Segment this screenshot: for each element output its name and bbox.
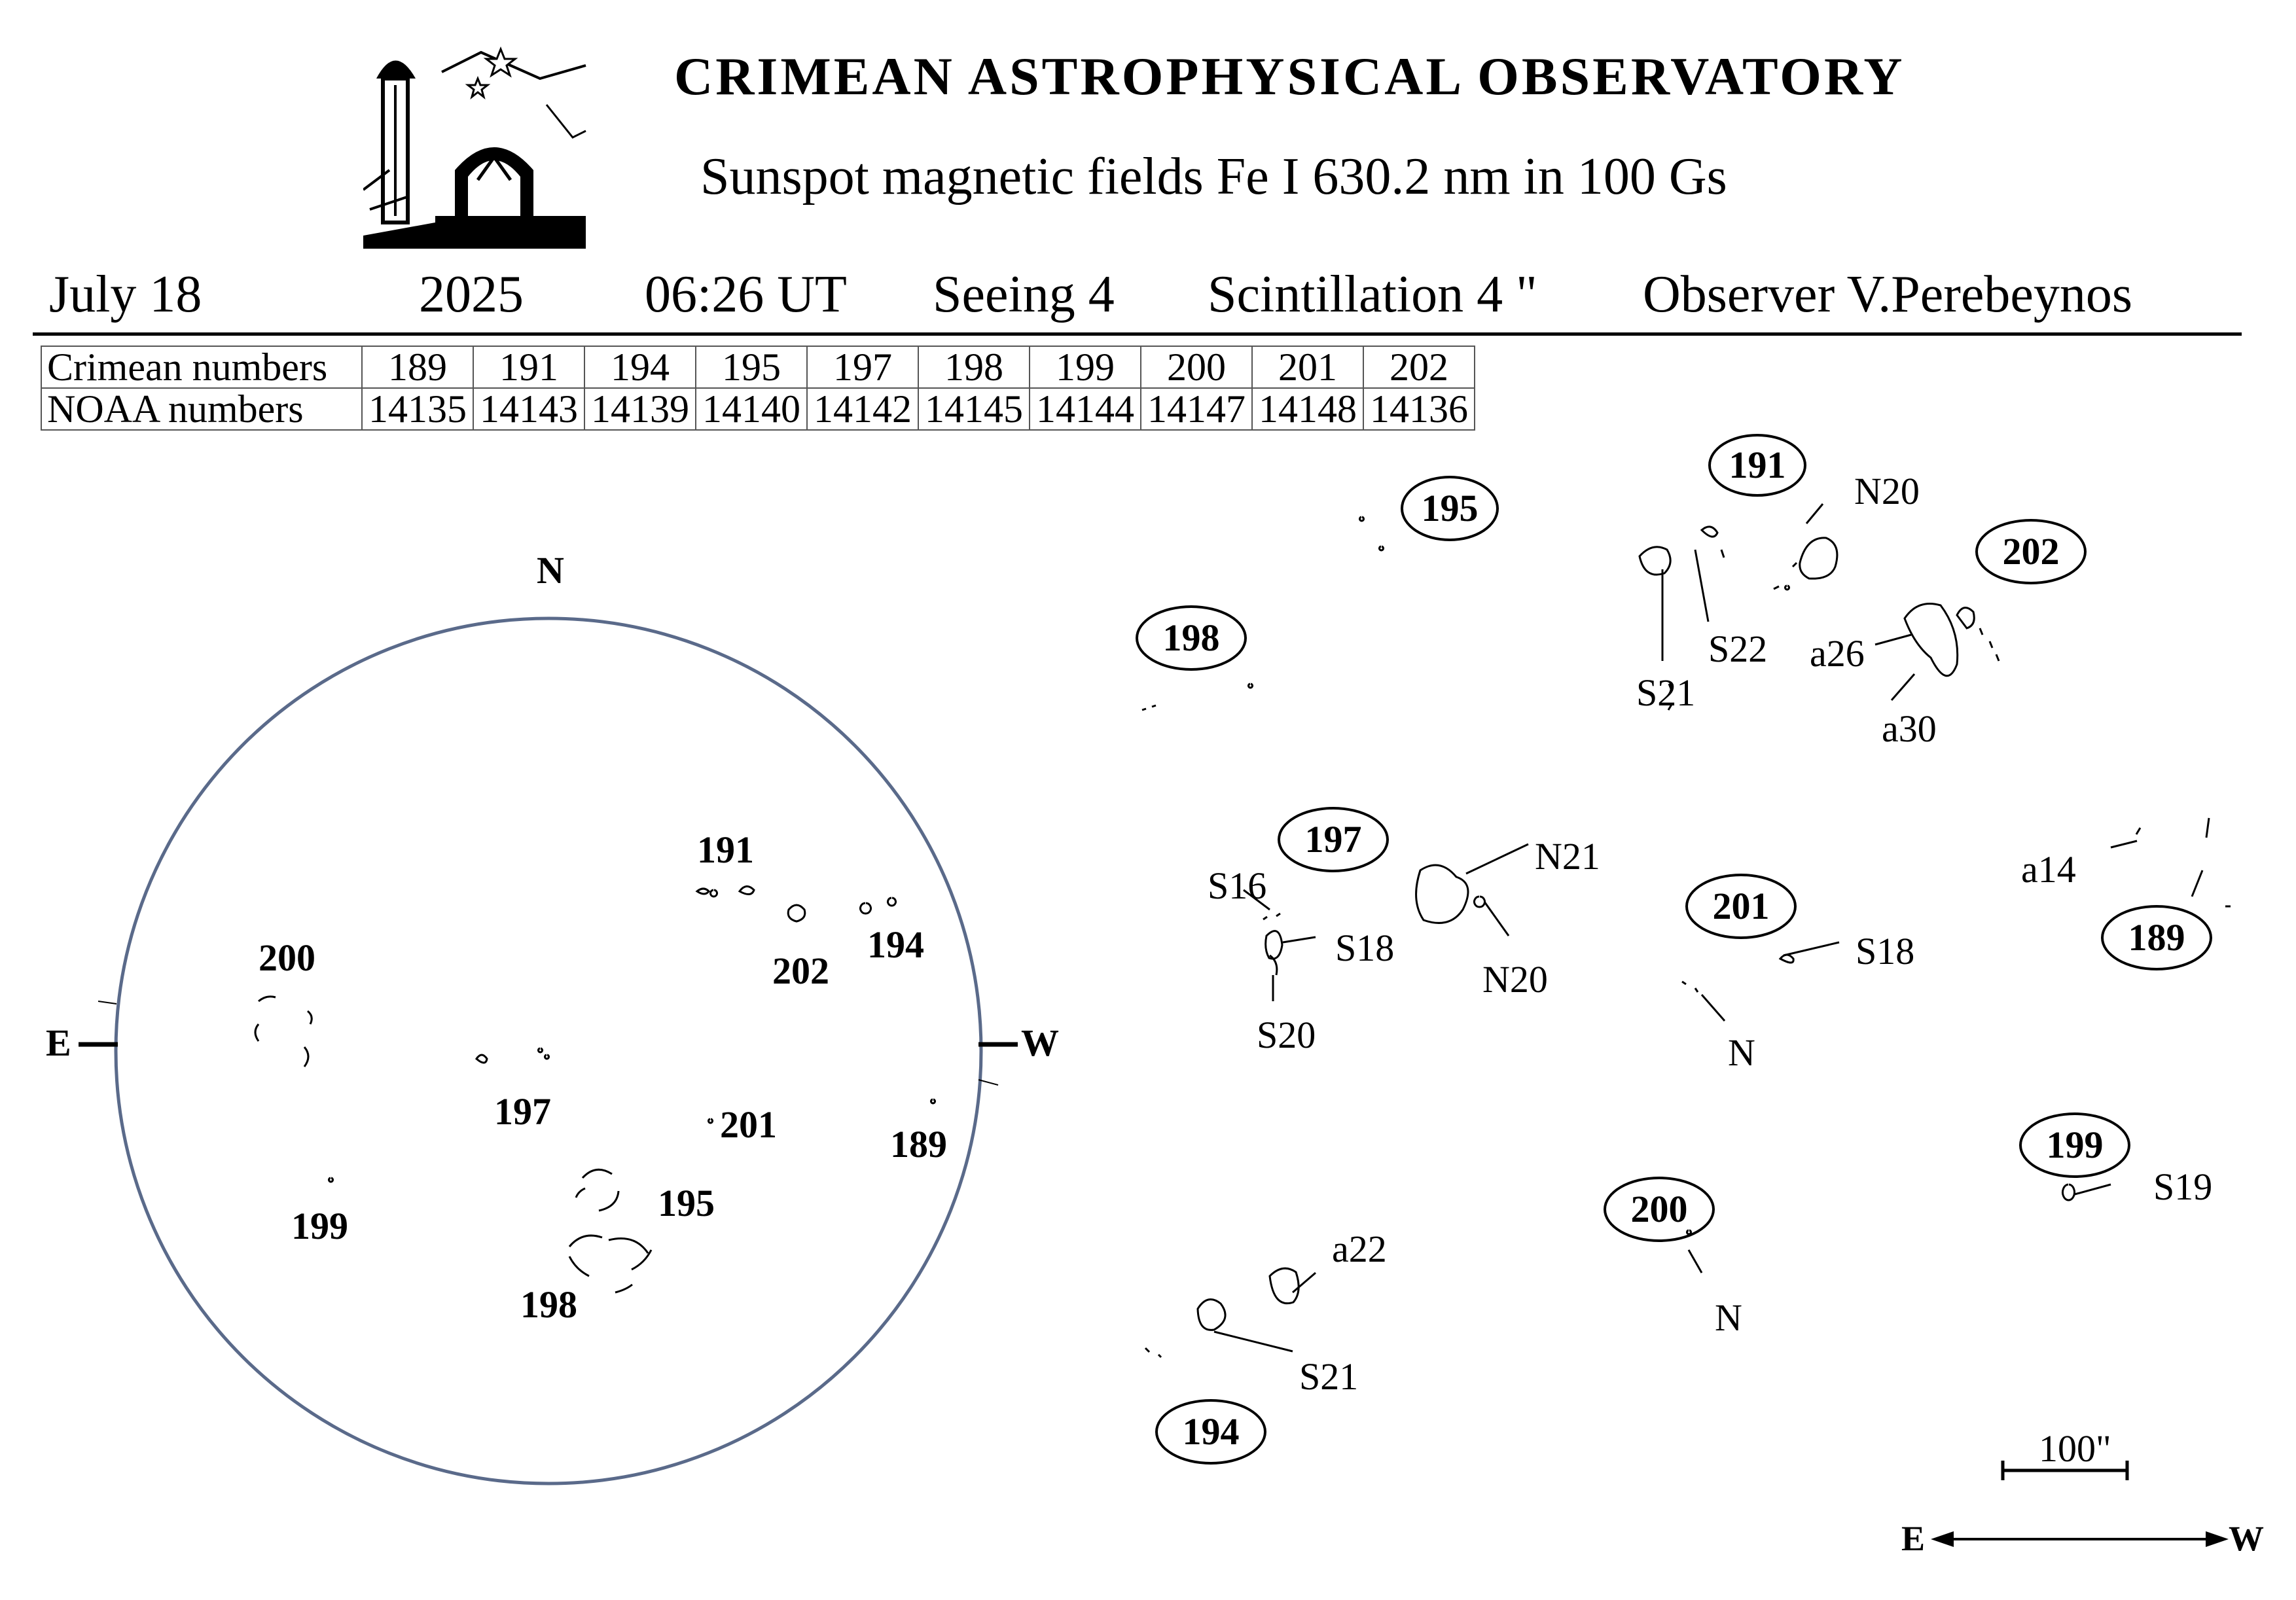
spot-label: N — [1715, 1296, 1742, 1339]
disk-region-198: 198 — [520, 1283, 577, 1326]
scintillation-value: Scintillation 4 " — [1208, 266, 1537, 323]
noaa-number-cell: 14142 — [807, 388, 918, 430]
observation-year: 2025 — [419, 266, 524, 323]
detail-region-195: 195 — [1401, 476, 1499, 541]
crimean-number-cell: 194 — [584, 346, 696, 388]
detail-region-198: 198 — [1136, 605, 1247, 671]
disk-region-191: 191 — [697, 828, 754, 871]
disk-region-200: 200 — [259, 936, 315, 979]
disk-region-199: 199 — [291, 1205, 348, 1247]
crimean-number-cell: 197 — [807, 346, 918, 388]
disk-east-label: E — [46, 1022, 71, 1064]
spot-label: a30 — [1882, 707, 1937, 750]
spot-label: N21 — [1535, 835, 1600, 878]
crimean-number-cell: 191 — [473, 346, 584, 388]
noaa-number-cell: 14148 — [1252, 388, 1363, 430]
disk-region-195: 195 — [658, 1182, 715, 1224]
page-title: CRIMEAN ASTROPHYSICAL OBSERVATORY — [674, 46, 1905, 106]
detail-region-189: 189 — [2101, 905, 2212, 970]
disk-region-189: 189 — [890, 1123, 947, 1165]
spot-label: N20 — [1482, 958, 1548, 1001]
spot-label: S21 — [1299, 1355, 1359, 1398]
spot-label: a14 — [2021, 848, 2076, 891]
spot-label: N — [1728, 1031, 1755, 1074]
detail-region-199: 199 — [2019, 1112, 2130, 1178]
spot-label: S20 — [1257, 1014, 1316, 1056]
noaa-number-cell: 14143 — [473, 388, 584, 430]
disk-west-label: W — [1021, 1022, 1059, 1064]
spot-label: S21 — [1636, 671, 1696, 714]
spot-label: N20 — [1854, 470, 1920, 512]
row-label: Crimean numbers — [41, 346, 362, 388]
spot-label: S18 — [1335, 927, 1395, 969]
detail-region-197: 197 — [1278, 807, 1389, 872]
noaa-number-cell: 14135 — [362, 388, 473, 430]
spot-label: S16 — [1208, 864, 1267, 907]
noaa-number-cell: 14136 — [1363, 388, 1475, 430]
noaa-number-cell: 14145 — [918, 388, 1030, 430]
disk-north-label: N — [537, 549, 564, 592]
east-west-arrow — [1931, 1531, 2229, 1547]
disk-region-194: 194 — [867, 923, 924, 966]
detail-region-202: 202 — [1975, 519, 2087, 584]
crimean-number-cell: 198 — [918, 346, 1030, 388]
disk-region-201: 201 — [720, 1103, 777, 1146]
noaa-number-cell: 14144 — [1030, 388, 1141, 430]
observer-name: Observer V.Perebeynos — [1643, 266, 2133, 323]
solar-disk — [79, 618, 1018, 1484]
disk-region-197: 197 — [494, 1090, 551, 1133]
spot-label: S18 — [1856, 930, 1915, 972]
observation-date: July 18 — [49, 266, 202, 323]
direction-west-label: W — [2229, 1519, 2264, 1558]
seeing-value: Seeing 4 — [933, 266, 1115, 323]
crimean-number-cell: 201 — [1252, 346, 1363, 388]
detail-region-200: 200 — [1604, 1177, 1715, 1242]
noaa-number-cell: 14140 — [696, 388, 807, 430]
crimean-number-cell: 195 — [696, 346, 807, 388]
row-label: NOAA numbers — [41, 388, 362, 430]
disk-sunspot-sketches — [255, 886, 935, 1292]
crimean-number-cell: 200 — [1141, 346, 1252, 388]
noaa-number-cell: 14139 — [584, 388, 696, 430]
page-subtitle: Sunspot magnetic fields Fe I 630.2 nm in 100 Gs — [700, 148, 1727, 205]
spot-label: S19 — [2153, 1165, 2213, 1208]
scale-label: 100" — [2039, 1427, 2111, 1470]
detail-region-194: 194 — [1155, 1399, 1266, 1465]
disk-region-202: 202 — [772, 950, 829, 992]
noaa-number-cell: 14147 — [1141, 388, 1252, 430]
detail-region-201: 201 — [1685, 874, 1797, 939]
spot-label: a26 — [1810, 632, 1865, 675]
crimean-number-cell: 202 — [1363, 346, 1475, 388]
observation-time: 06:26 UT — [645, 266, 847, 323]
spot-label: S22 — [1708, 628, 1768, 670]
crimean-number-cell: 189 — [362, 346, 473, 388]
spot-label: a22 — [1332, 1228, 1387, 1270]
crimean-number-cell: 199 — [1030, 346, 1141, 388]
detail-region-191: 191 — [1708, 434, 1806, 497]
direction-east-label: E — [1901, 1519, 1926, 1558]
